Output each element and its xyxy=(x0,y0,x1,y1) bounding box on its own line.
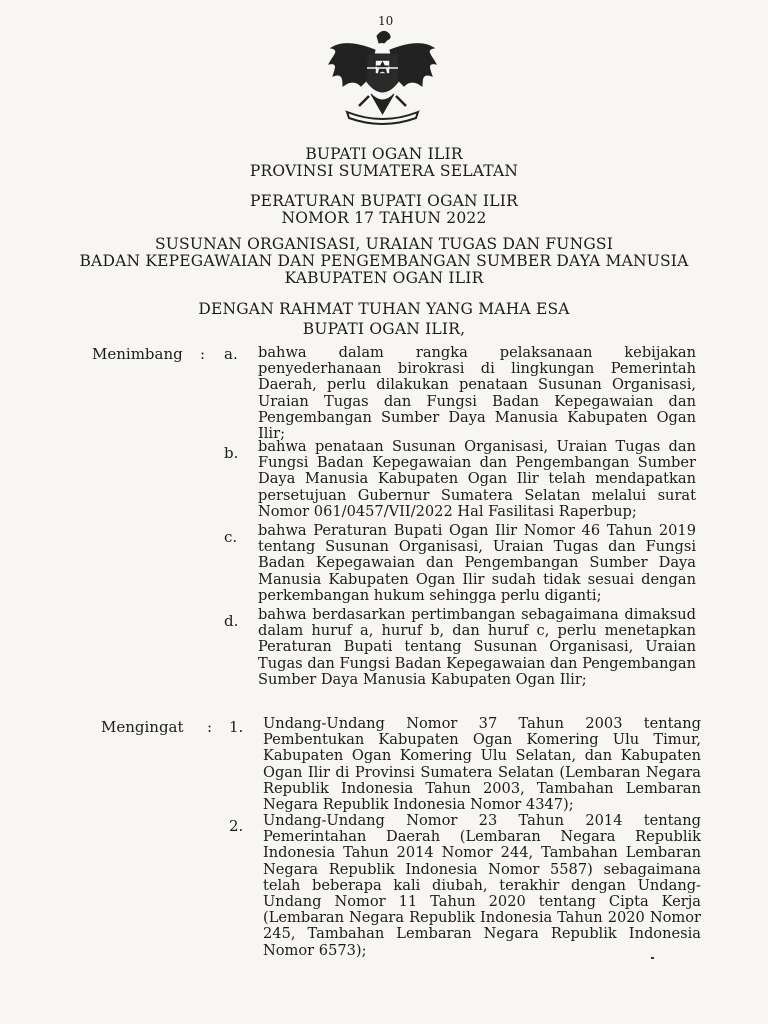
menimbang-marker-d: d. xyxy=(224,612,239,630)
garuda-emblem-icon xyxy=(325,22,440,130)
menimbang-item-c: bahwa Peraturan Bupati Ogan Ilir Nomor 46 Tahun 2019 tentang Susunan Organisasi, Uraian Tugas dan Fungsi Badan Kepegawaian dan Pengembangan Sumber Daya Manusia Kabupaten Ogan Ilir sudah tidak sesuai dengan perkembangan hukum sehingga perlu diganti; xyxy=(258,522,696,604)
menimbang-colon: : xyxy=(200,345,206,363)
mengingat-item-1: Undang-Undang Nomor 37 Tahun 2003 tentang Pembentukan Kabupaten Ogan Komering Ulu Timur, Kabupaten Ogan Komering Ulu Selatan, dan Kabupaten Ogan Ilir di Provinsi Sumatera Selatan (Lembaran Negara Republik Indonesia Tahun 2003, Tambahan Lembaran Negara Republik Indonesia Nomor 4347); xyxy=(263,715,701,814)
mengingat-marker-1: 1. xyxy=(229,718,244,736)
menimbang-label: Menimbang xyxy=(92,345,183,363)
scan-mark xyxy=(651,957,654,959)
menimbang-item-a: bahwa dalam rangka pelaksanaan kebijakan penyederhanaan birokrasi di lingkungan Pemerintah Daerah, perlu dilakukan penataan Susunan Organisasi, Uraian Tugas dan Fungsi Badan Kepegawaian dan Pengembangan Sumber Daya Manusia Kabupaten Ogan Ilir; xyxy=(258,344,696,443)
page-number: 10 xyxy=(378,14,394,28)
menimbang-item-b: bahwa penataan Susunan Organisasi, Uraian Tugas dan Fungsi Badan Kepegawaian dan Pengembangan Sumber Daya Manusia Kabupaten Ogan Ilir telah mendapatkan persetujuan Gubernur Sumatera Selatan melalui surat Nomor 061/0457/VII/2022 Hal Fasilitasi Raperbup; xyxy=(258,438,696,520)
subject-line-2: BADAN KEPEGAWAIAN DAN PENGEMBANGAN SUMBER DAYA MANUSIA xyxy=(79,252,689,270)
mengingat-colon: : xyxy=(207,718,213,736)
regulation-title: PERATURAN BUPATI OGAN ILIR xyxy=(250,192,518,210)
menimbang-marker-c: c. xyxy=(224,528,238,546)
mengingat-marker-2: 2. xyxy=(229,817,244,835)
invocation: DENGAN RAHMAT TUHAN YANG MAHA ESA xyxy=(198,300,570,318)
menimbang-marker-b: b. xyxy=(224,444,239,462)
mengingat-label: Mengingat xyxy=(101,718,184,736)
regulation-number: NOMOR 17 TAHUN 2022 xyxy=(281,209,487,227)
province-title: PROVINSI SUMATERA SELATAN xyxy=(249,162,519,180)
subject-line-3: KABUPATEN OGAN ILIR xyxy=(284,269,484,287)
regent-title: BUPATI OGAN ILIR xyxy=(305,145,463,163)
menimbang-item-d: bahwa berdasarkan pertimbangan sebagaimana dimaksud dalam huruf a, huruf b, dan huruf c, perlu menetapkan Peraturan Bupati tentang Susunan Organisasi, Uraian Tugas dan Fungsi Badan Kepegawaian dan Pengembangan Sumber Daya Manusia Kabupaten Ogan Ilir; xyxy=(258,606,696,688)
authority: BUPATI OGAN ILIR, xyxy=(302,320,466,338)
mengingat-item-2: Undang-Undang Nomor 23 Tahun 2014 tentang Pemerintahan Daerah (Lembaran Negara Republik Indonesia Tahun 2014 Nomor 244, Tambahan Lembaran Negara Republik Indonesia Nomor 5587) sebagaimana telah beberapa kali diubah, terakhir dengan Undang-Undang Nomor 11 Tahun 2020 tentang Cipta Kerja (Lembaran Negara Republik Indonesia Tahun 2020 Nomor 245, Tambahan Lembaran Negara Republik Indonesia Nomor 6573); xyxy=(263,812,701,959)
subject-line-1: SUSUNAN ORGANISASI, URAIAN TUGAS DAN FUNGSI xyxy=(154,235,614,253)
menimbang-marker-a: a. xyxy=(224,345,238,363)
